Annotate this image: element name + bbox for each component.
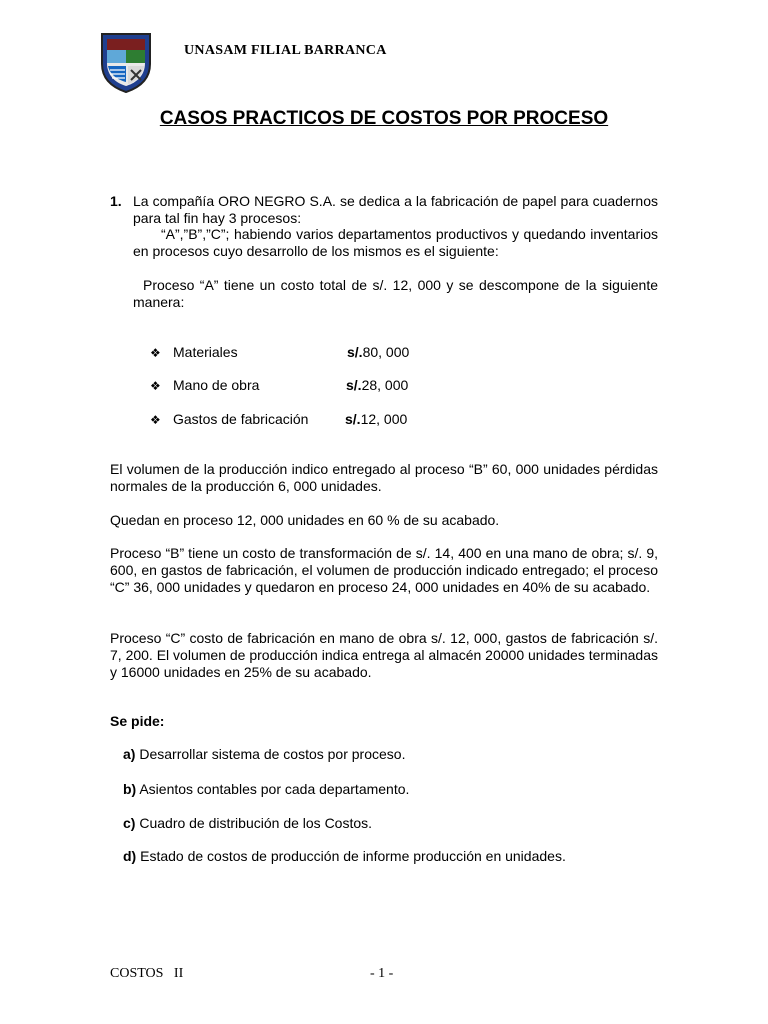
requirement-item: b) Asientos contables por cada departamento. [123, 781, 410, 797]
case-intro-paragraph: La compañía ORO NEGRO S.A. se dedica a la fabricación de papel para cuadernos para tal fin hay 3 procesos: [133, 193, 658, 226]
case-number: 1. [110, 193, 122, 209]
cost-item-amount: s/.12, 000 [345, 411, 408, 427]
document-title: CASOS PRACTICOS DE COSTOS POR PROCESO [159, 108, 609, 129]
university-crest-icon [98, 30, 154, 94]
volume-paragraph: El volumen de la producción indico entregado al proceso “B” 60, 000 unidades pérdidas normales de la producción 6, 000 unidades. [110, 461, 658, 494]
requirement-item: d) Estado de costos de producción de informe producción en unidades. [123, 848, 566, 864]
requirement-item: a) Desarrollar sistema de costos por proceso. [123, 746, 406, 762]
process-c-paragraph: Proceso “C” costo de fabricación en mano de obra s/. 12, 000, gastos de fabricación s/. 7, 200. El volumen de producción indica entrega al almacén 20000 unidades terminadas y 16000 unidades en 25% de su acabado. [110, 630, 658, 680]
cost-item-overhead [150, 411, 408, 428]
diamond-bullet-icon: ❖ [150, 413, 161, 427]
institution-name: UNASAM FILIAL BARRANCA [184, 43, 387, 58]
diamond-bullet-icon: ❖ [150, 346, 161, 360]
cost-item-amount: s/.80, 000 [347, 344, 410, 360]
footer-page-number: - 1 - [370, 966, 394, 981]
requirements-heading: Se pide: [110, 713, 165, 729]
requirement-item: c) Cuadro de distribución de los Costos. [123, 815, 373, 831]
process-a-paragraph: Proceso “A” tiene un costo total de s/. 12, 000 y se descompone de la siguiente manera: [133, 277, 658, 310]
footer-course: COSTOS II [110, 966, 184, 981]
diamond-bullet-icon: ❖ [150, 379, 161, 393]
cost-item-label: Materiales [173, 344, 238, 360]
case-processes-paragraph: “A”,”B”,”C”; habiendo varios departamentos productivos y quedando inventarios en procesos cuyo desarrollo de los mismos es el siguiente: [133, 226, 658, 259]
in-process-paragraph: Quedan en proceso 12, 000 unidades en 60 % de su acabado. [110, 512, 500, 528]
cost-item-label: Gastos de fabricación [173, 411, 309, 427]
cost-item-materials [150, 344, 410, 361]
document-header [98, 30, 698, 94]
cost-item-labor [150, 377, 409, 394]
cost-item-amount: s/.28, 000 [346, 377, 409, 393]
cost-item-label: Mano de obra [173, 377, 260, 393]
process-b-paragraph: Proceso “B” tiene un costo de transformación de s/. 14, 400 en una mano de obra; s/. 9, 600, en gastos de fabricación, el volumen de producción indicado entregado; el proceso “C” 36, 000 unidades y quedaron en proceso 24, 000 unidades en 40% de su acabado. [110, 545, 658, 595]
